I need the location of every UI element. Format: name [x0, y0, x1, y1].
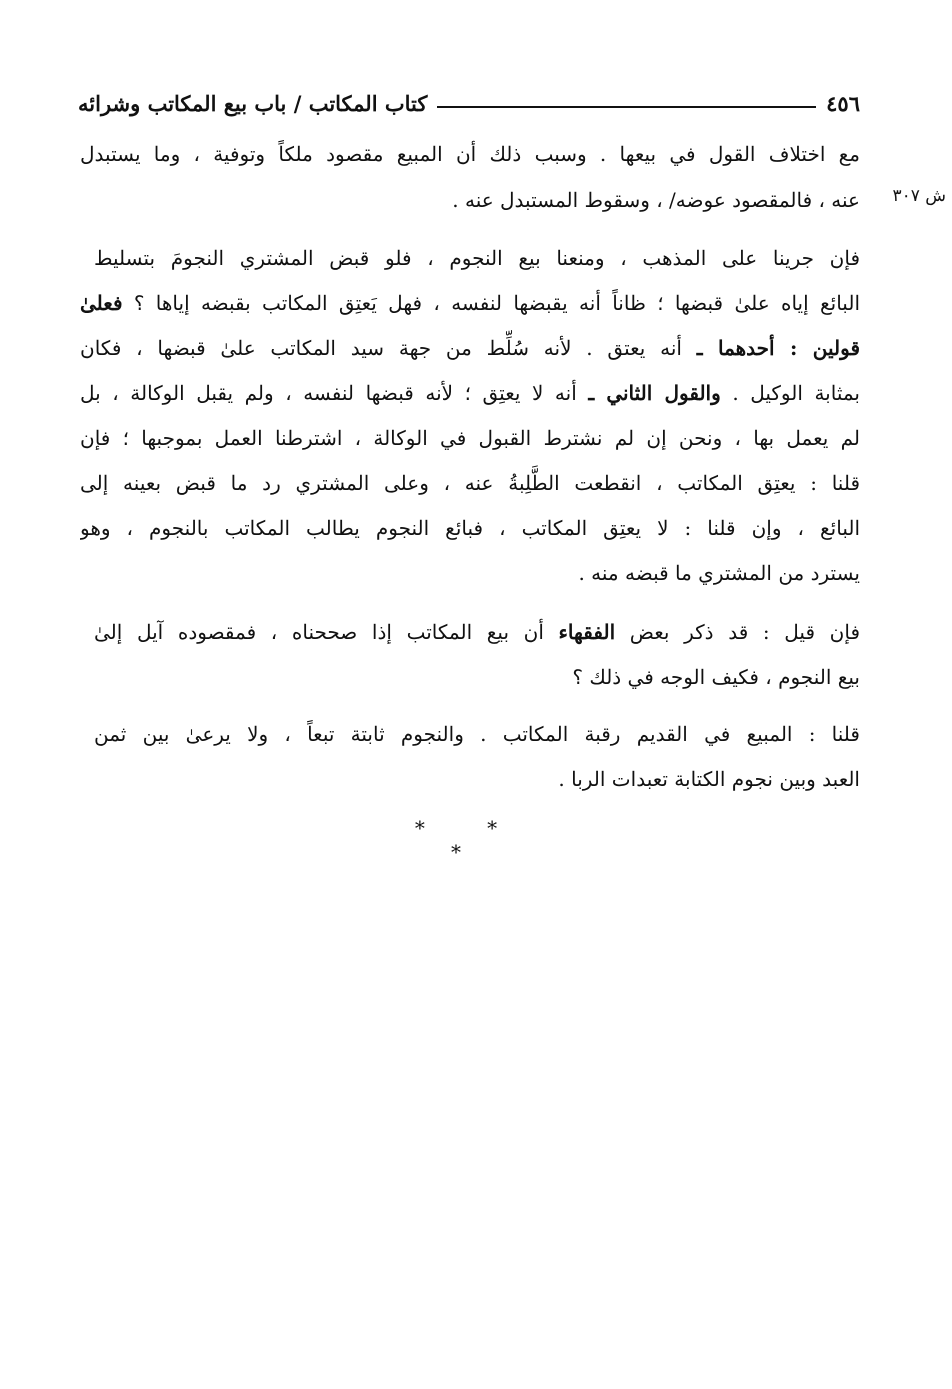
text-line: [94, 612, 860, 652]
text-span: أنه لا يعتِق ؛ لأنه قبضها لنفسه ، ولم يقبل الوكالة ، بل: [80, 381, 577, 405]
text-line: مع اختلاف القول في بيعها . وسبب ذلك أن المبيع مقصود ملكاً وتوفية ، وما يستبدل: [80, 142, 860, 166]
bold-term: والقول الثاني ـ: [588, 381, 721, 405]
text-line: يسترد من المشتري ما قبضه منه .: [578, 561, 860, 585]
page-number: ٤٥٦: [826, 90, 860, 116]
text-span: البائع إياه علىٰ قبضها ؛ ظاناً أنه يقبضها لنفسه ، فهل يَعتِق المكاتب بقبضه إياها ؟: [133, 291, 860, 315]
text-line: البائع ، وإن قلنا : لا يعتِق المكاتب ، فبائع النجوم يطالب المكاتب بالنجوم ، وهو: [80, 516, 860, 540]
text-span: أن بيع المكاتب إذا صححناه ، فمقصوده آيل إلىٰ: [94, 620, 544, 644]
chapter-title: كتاب المكاتب / باب بيع المكاتب وشرائه: [78, 90, 428, 116]
text-line: فإن جرينا على المذهب ، ومنعنا بيع النجوم ، فلو قبض المشتري النجومَ بتسليط: [94, 246, 860, 270]
text-line: بيع النجوم ، فكيف الوجه في ذلك ؟: [572, 665, 860, 689]
bold-term: الفقهاء: [558, 620, 616, 644]
section-separator: * * *: [414, 816, 526, 864]
text-line: [80, 373, 860, 413]
text-line: [80, 283, 860, 323]
text-span: بمثابة الوكيل .: [732, 381, 860, 405]
bold-term: قولين : أحدهما ـ: [696, 336, 860, 360]
text-line: قلنا : المبيع في القديم رقبة المكاتب . والنجوم ثابتة تبعاً ، ولا يرعىٰ بين ثمن: [94, 722, 860, 746]
text-line: العبد وبين نجوم الكتابة تعبدات الربا .: [558, 767, 860, 791]
text-line: [80, 328, 860, 368]
running-header: [78, 86, 860, 120]
text-line: لم يعمل بها ، ونحن إن لم نشترط القبول في الوكالة ، اشترطنا العمل بموجبها ؛ فإن: [80, 426, 860, 450]
text-line: قلنا : يعتِق المكاتب ، انقطعت الطَّلِبةُ عنه ، وعلى المشتري رد ما قبض بعينه إلى: [80, 471, 860, 495]
text-span: فإن قيل : قد ذكر بعض: [629, 620, 860, 644]
header-rule: [437, 106, 816, 108]
text-span: أنه يعتق . لأنه سُلِّط من جهة سيد المكاتب علىٰ قبضها ، فكان: [80, 336, 682, 360]
text-line: عنه ، فالمقصود عوضه/ ، وسقوط المستبدل عنه .: [452, 188, 860, 212]
margin-manuscript-ref: ش ٣٠٧: [892, 186, 946, 206]
bold-term: فعلىٰ: [80, 291, 123, 315]
